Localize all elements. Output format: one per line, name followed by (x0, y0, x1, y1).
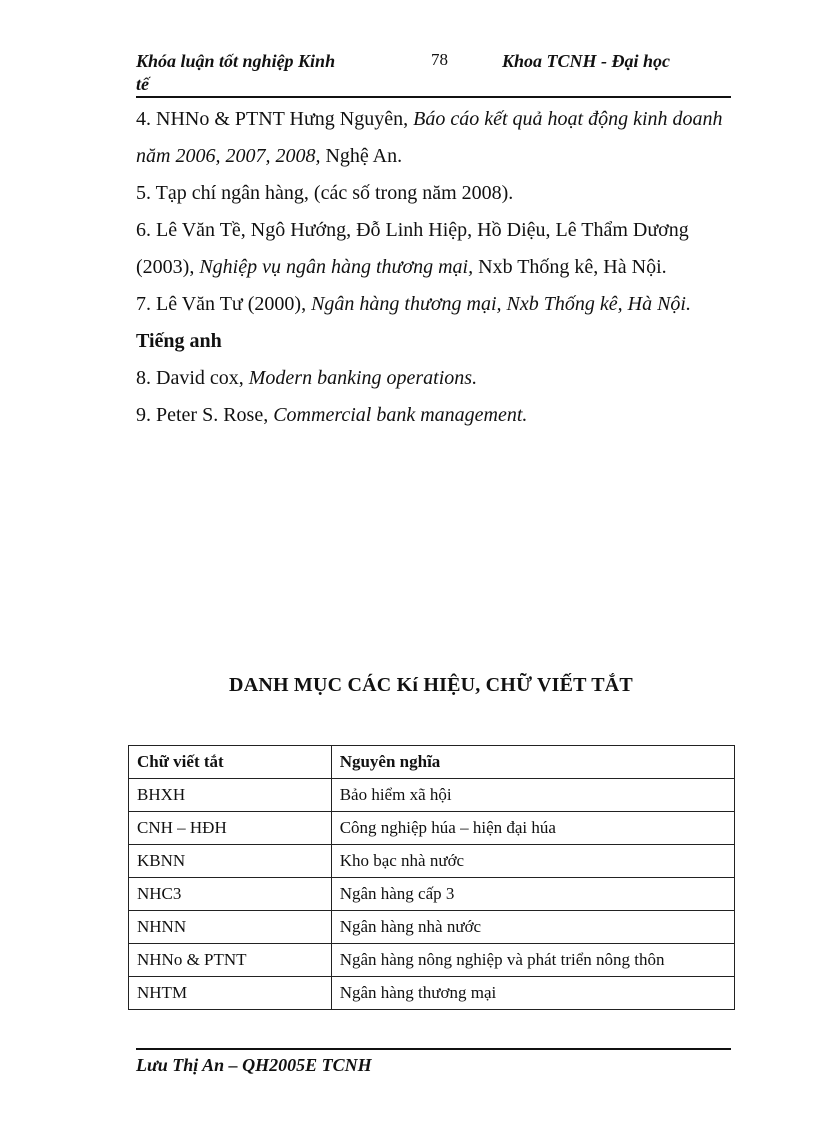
table-row (129, 878, 735, 911)
meaning-cell: Ngân hàng cấp 3 (331, 878, 734, 911)
table-row (129, 779, 735, 812)
reference-item-7: 7. Lê Văn Tư (2000), Ngân hàng thương mại, Nxb Thống kê, Hà Nội. (136, 293, 691, 315)
meaning-cell: Kho bạc nhà nước (331, 845, 734, 878)
table-row (129, 845, 735, 878)
abbreviation-cell: NHNo & PTNT (129, 944, 332, 977)
table-row (129, 977, 735, 1010)
header-faculty-label: Khoa TCNH - Đại học (502, 51, 671, 71)
table-row (129, 812, 735, 845)
table-row (129, 944, 735, 977)
table-header-row (129, 746, 735, 779)
abbreviation-cell: KBNN (129, 845, 332, 878)
footer-divider (136, 1048, 731, 1050)
reference-item-9: 9. Peter S. Rose, Commercial bank management. (136, 404, 528, 426)
meaning-cell: Ngân hàng nông nghiệp và phát triển nông thôn (331, 944, 734, 977)
abbreviation-cell: NHNN (129, 911, 332, 944)
abbreviation-cell: NHTM (129, 977, 332, 1010)
footer-author: Lưu Thị An – QH2005E TCNH (136, 1055, 372, 1075)
meaning-cell: Ngân hàng nhà nước (331, 911, 734, 944)
reference-item-8: 8. David cox, Modern banking operations. (136, 367, 478, 389)
abbreviation-table (128, 745, 735, 1010)
reference-item-5: 5. Tạp chí ngân hàng, (các số trong năm 2008). (136, 182, 514, 204)
abbreviation-cell: NHC3 (129, 878, 332, 911)
reference-subheading: Tiếng anh (136, 330, 222, 352)
reference-item-4: 4. NHNo & PTNT Hưng Nguyên, Báo cáo kết quả hoạt động kinh doanh năm 2006, 2007, 2008, Nghệ An. (136, 108, 723, 167)
meaning-cell: Bảo hiểm xã hội (331, 779, 734, 812)
meaning-cell: Công nghiệp húa – hiện đại húa (331, 812, 734, 845)
meaning-cell: Ngân hàng thương mại (331, 977, 734, 1010)
abbreviation-cell: BHXH (129, 779, 332, 812)
header-divider (136, 96, 731, 98)
reference-item-6: 6. Lê Văn Tề, Ngô Hướng, Đỗ Linh Hiệp, Hồ Diệu, Lê Thẩm Dương (2003), Nghiệp vụ ngân hàng thương mại, Nxb Thống kê, Hà Nội. (136, 219, 689, 278)
table-row (129, 911, 735, 944)
column-header-meaning: Nguyên nghĩa (331, 746, 734, 779)
page-header (136, 48, 730, 98)
abbreviation-cell: CNH – HĐH (129, 812, 332, 845)
column-header-abbreviation: Chữ viết tắt (129, 746, 332, 779)
page-number: 78 (431, 50, 448, 69)
abbreviation-section-title: DANH MỤC CÁC Kí HIỆU, CHỮ VIẾT TẮT (229, 674, 633, 696)
reference-list (136, 101, 736, 434)
header-thesis-label: Khóa luận tốt nghiệp Kinh tế (136, 51, 336, 94)
